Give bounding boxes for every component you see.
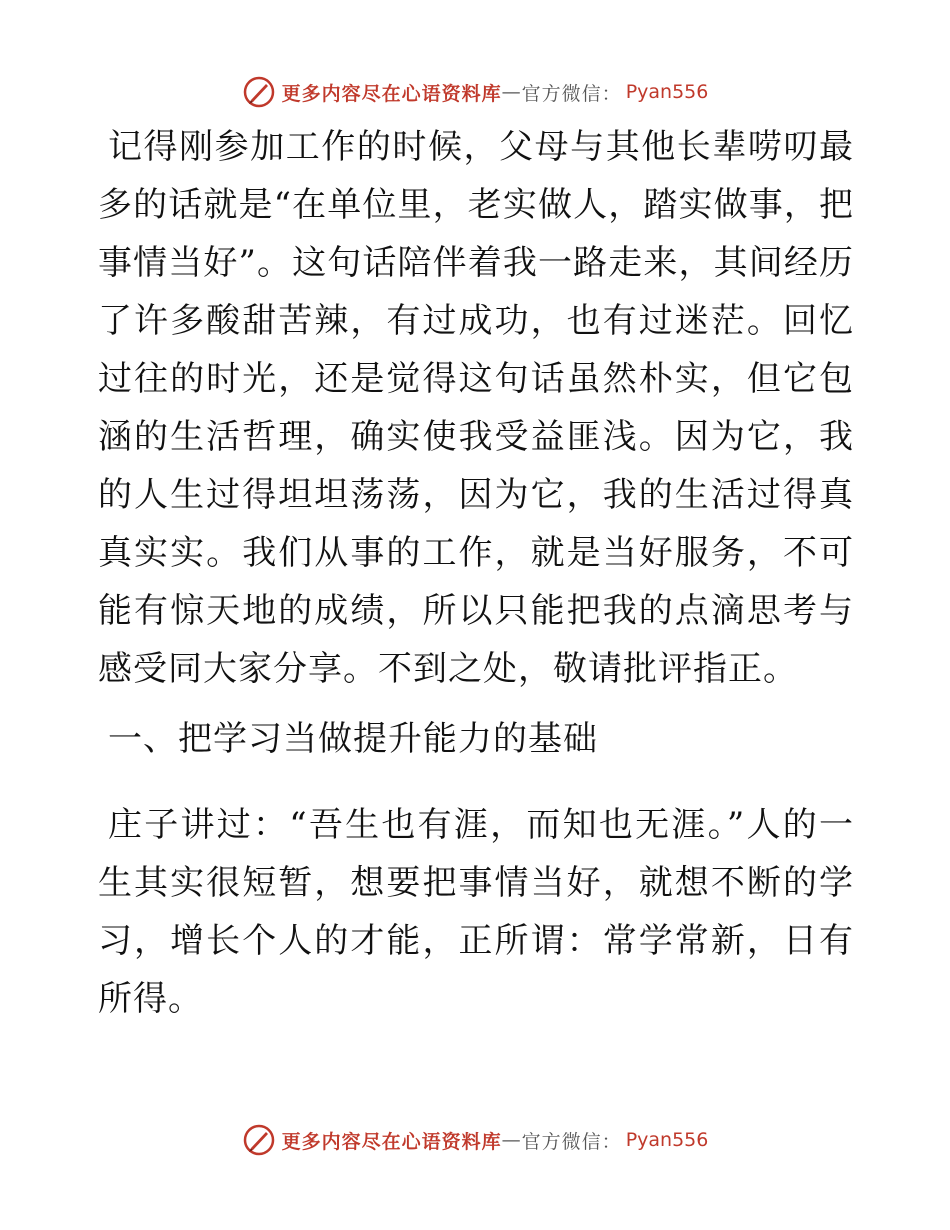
footer-watermark (0, 1120, 950, 1160)
section-paragraph: 庄子讲过：“吾生也有涯，而知也无涯。”人的一生其实很短暂，想要把事情当好，就想不断的学习，增长个人的才能，正所谓：常学常新，日有所得。 (98, 805, 854, 1019)
header-watermark (0, 72, 950, 112)
section-heading: 一、把学习当做提升能力的基础 (108, 719, 598, 759)
watermark-separator: — (501, 81, 522, 103)
feather-pen-logo-icon (242, 1123, 276, 1157)
watermark-official: 官方微信： (521, 82, 622, 105)
intro-paragraph: 记得刚参加工作的时候，父母与其他长辈唠叨最多的话就是“在单位里，老实做人，踏实做事，把事情当好”。这句话陪伴着我一路走来，其间经历了许多酸甜苦辣，有过成功，也有过迷茫。回忆过往的时光，还是觉得这句话虽然朴实，但它包涵的生活哲理，确实使我受益匪浅。因为它，我的人生过得坦坦荡荡，因为它，我的生活过得真真实实。我们从事的工作，就是当好服务，不可能有惊天地的成绩，所以只能把我的点滴思考与感受同大家分享。不到之处，敬请批评指正。 (98, 127, 854, 689)
watermark-brand: 更多内容尽在心语资料库 (281, 1130, 502, 1153)
watermark-wechat-id: Pyan556 (625, 81, 709, 103)
document-body (98, 118, 854, 1028)
feather-pen-logo-icon (242, 75, 276, 109)
watermark-separator: — (501, 1129, 522, 1151)
watermark-brand: 更多内容尽在心语资料库 (281, 82, 502, 105)
watermark-official: 官方微信： (521, 1130, 622, 1153)
watermark-wechat-id: Pyan556 (625, 1129, 709, 1151)
